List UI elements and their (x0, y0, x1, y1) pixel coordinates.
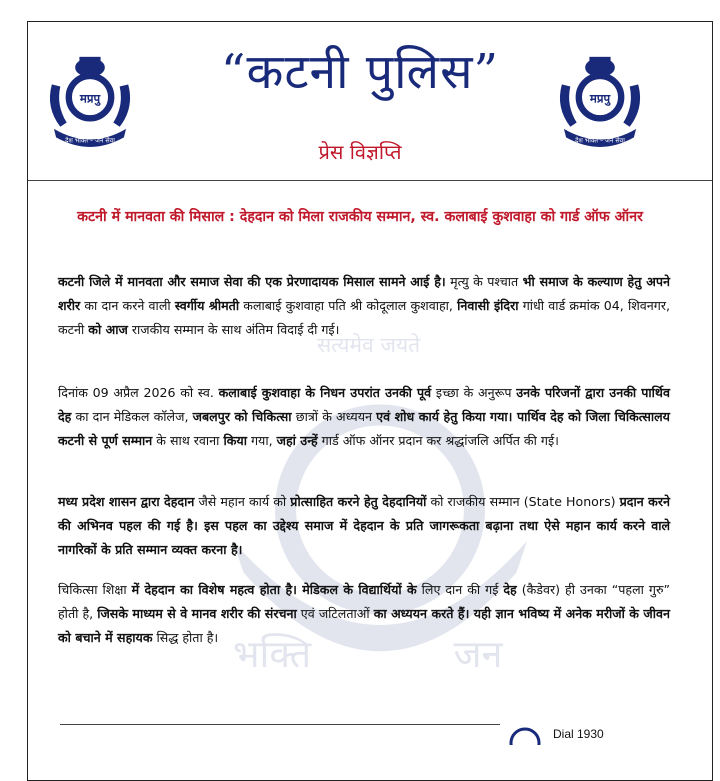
paragraph-1-run: को आज (88, 322, 128, 337)
header-divider (28, 180, 712, 181)
watermark-motto-right: जन (453, 632, 503, 676)
paragraph-4 (58, 578, 670, 650)
news-headline: कटनी में मानवता की मिसाल : देहदान को मिला राजकीय सम्मान, स्व. कलाबाई कुशवाहा को गार्ड ऑफ ऑनर (77, 209, 643, 225)
emblem-initials-right: मप्रपु (589, 91, 611, 106)
emblem-motto-right: देश भक्ति – जन सेवा (575, 137, 625, 145)
watermark-motto-left: भक्ति (233, 632, 312, 676)
paragraph-1-run: कलाबाई कुशवाहा पति श्री कोदूलाल कुशवाहा, (239, 298, 458, 313)
emblem-motto-left: देश भक्ति – जन सेवा (65, 137, 115, 145)
paragraph-1-run: राजकीय सम्मान के साथ अंतिम विदाई दी गई। (127, 322, 340, 337)
footer-emblem-icon (505, 725, 545, 745)
press-release-subtitle: प्रेस विज्ञप्ति (318, 140, 402, 164)
paragraph-4-run: लिए दान की गई (416, 582, 504, 597)
paragraph-2-run: किया (223, 433, 247, 448)
paragraph-3-run: मध्य प्रदेश शासन द्वारा देहदान (58, 494, 195, 509)
paragraph-1-run: मृत्यु के पश्चात (445, 274, 523, 289)
paragraph-2-run: के साथ रवाना (152, 433, 224, 448)
paragraph-1-run: गांधी वार्ड क्रमांक 04, शिवनगर, कटनी (58, 298, 671, 337)
paragraph-2-run: इच्छा के अनुरूप (431, 385, 517, 400)
police-emblem-left (37, 42, 143, 148)
paragraph-2-run: कलाबाई कुशवाहा के निधन उपरांत उनकी पूर्व (218, 385, 432, 400)
footer-divider (60, 724, 500, 725)
paragraph-2-run: दिनांक 09 अप्रैल 2026 को स्व. (58, 385, 219, 400)
paragraph-4-run: एवं जटिलताओं (296, 606, 374, 621)
paragraph-2-run: जबलपुर को चिकित्सा (192, 409, 292, 424)
paragraph-2-run: एवं शोध कार्य हेतु किया गया। पार्थिव देह को जिला चिकित्सालय कटनी से पूर्ण सम्मान (58, 409, 670, 448)
emblem-initials-left: मप्रपु (79, 91, 101, 106)
paragraph-3-run: प्रदान करने की अभिनव पहल की गई है। इस पहल का उद्देश्य समाज में देहदान के प्रति जागरूकता बढ़ाना तथा ऐसे महान कार्य करने वाले नागरिकों के प्रति सम्मान व्यक्त करना है। (58, 494, 670, 557)
paragraph-2-run: गार्ड ऑफ ऑनर प्रदान कर श्रद्धांजलि अर्पित की गई। (317, 433, 559, 448)
paragraph-4-run: का अध्ययन करते हैं। यही ज्ञान भविष्य में अनेक मरीजों के जीवन को बचाने में सहायक (58, 606, 670, 645)
dial-number: Dial 1930 (553, 727, 604, 741)
paragraph-3-run: प्रोत्साहित करने हेतु देहदानियों (290, 494, 427, 509)
paragraph-2-run: छात्रों के अध्ययन (291, 409, 377, 424)
watermark-top-text: सत्यमेव जयते (317, 333, 421, 357)
paragraph-4-run: चिकित्सा शिक्षा (58, 582, 132, 597)
paragraph-4-run: में देहदान का विशेष महत्व होता है। मेडिकल के विद्यार्थियों के (131, 582, 417, 597)
paragraph-2-run: का दान मेडिकल कॉलेज, (71, 409, 193, 424)
paragraph-1-run: का दान करने वाली (80, 298, 175, 313)
paragraph-2-run: उनके परिजनों द्वारा उनकी पार्थिव देह (58, 385, 670, 424)
page-title: “कटनी पुलिस” (220, 44, 500, 100)
paragraph-4-run: देह (503, 582, 517, 597)
paragraph-1-run: स्वर्गीय श्रीमती (174, 298, 240, 313)
paragraph-4-run: जिसके माध्यम से वे मानव शरीर की संरचना (97, 606, 297, 621)
paragraph-1-run: भी समाज के कल्याण हेतु अपने शरीर (58, 274, 670, 313)
paragraph-2 (58, 381, 670, 453)
paragraph-2-run: गया, (246, 433, 277, 448)
paragraph-1-run: कटनी जिले में मानवता और समाज सेवा की एक प्रेरणादायक मिसाल सामने आई है। (58, 274, 446, 289)
paragraph-2-run: जहां उन्हें (276, 433, 318, 448)
paragraph-1-run: निवासी इंदिरा (457, 298, 519, 313)
paragraph-3 (58, 490, 670, 562)
paragraph-3-run: को राजकीय सम्मान (State Honors) (426, 494, 620, 509)
paragraph-4-run: (कैडेवर) ही उनका “पहला गुरु” होती है, (58, 582, 670, 621)
paragraph-3-run: जैसे महान कार्य को (194, 494, 291, 509)
police-emblem-right (547, 42, 653, 148)
paragraph-1 (58, 270, 670, 342)
paragraph-4-run: सिद्ध होता है। (152, 630, 219, 645)
